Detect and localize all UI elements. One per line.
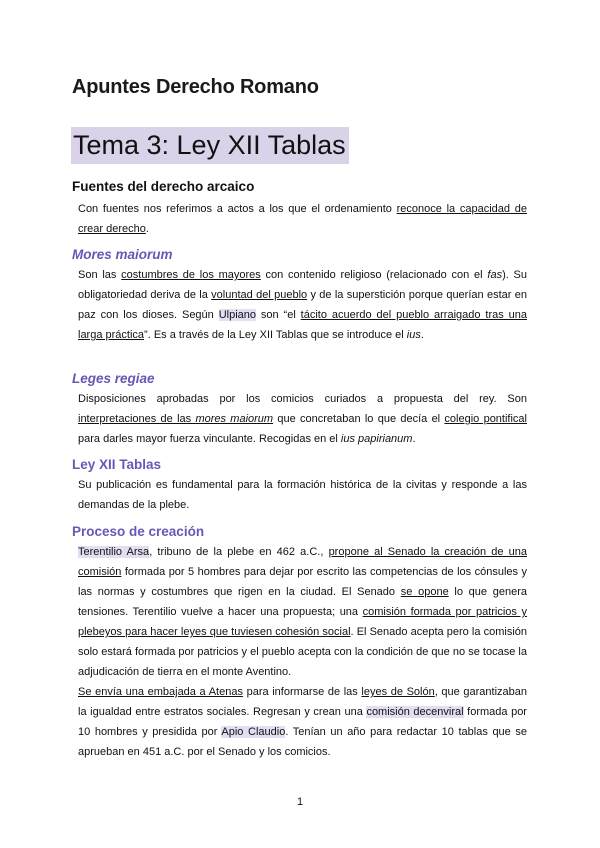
text: para informarse de las	[242, 686, 362, 698]
heading-mores-maiorum: Mores maiorum	[72, 247, 173, 262]
italic-text: mores maiorum	[195, 413, 274, 425]
heading-fuentes: Fuentes del derecho arcaico	[72, 179, 255, 194]
text: , tribuno de la plebe en 462 a.C.,	[149, 546, 329, 558]
italic-text: fas	[487, 269, 503, 281]
text: con contenido religioso (relacionado con el	[260, 269, 488, 281]
underlined-text: se opone	[400, 586, 449, 598]
underlined-text: comisión formada por patricios y plebeyos para hacer leyes que tuviesen cohesión social	[78, 606, 527, 638]
text: .	[420, 329, 424, 341]
underlined-text: Se envía una embajada a Atenas	[78, 686, 243, 698]
text: .	[145, 223, 149, 235]
paragraph-leges-regiae	[78, 389, 527, 449]
highlighted-text: comisión decenviral	[366, 706, 464, 718]
heading-ley-xii-tablas: Ley XII Tablas	[72, 457, 162, 472]
underlined-text	[78, 413, 273, 425]
text: lo que genera tensiones. Terentilio vuelve a hacer una propuesta; una	[78, 586, 528, 618]
text: .	[412, 433, 416, 445]
text: . Tenían un año para redactar 10 tablas que se aprueban en 451 a.C. por el Senado y los comicios.	[78, 726, 527, 758]
topic-title: Tema 3: Ley XII Tablas	[71, 127, 349, 164]
text: formada por 5 hombres para dejar por escrito las competencias de los cónsules y las normas y costumbres que rigen en la ciudad. El Senado	[78, 566, 527, 598]
text: ”. Es a través de la Ley XII Tablas que se introduce el	[144, 329, 407, 341]
paragraph-proceso-2	[78, 682, 527, 762]
text: . El Senado acepta pero la comisión solo estará formada por patricios y el pueblo acepta con la condición de que no se tocase la adjudicación de tierra en el monte Aventino.	[78, 626, 527, 678]
text: Son las	[78, 269, 122, 281]
text: que concretaban lo que decía el	[273, 413, 445, 425]
italic-text: ius papirianum	[340, 433, 413, 445]
underlined-text: propone al Senado la creación de una comisión	[78, 546, 528, 578]
underlined-text: tácito acuerdo del pueblo arraigado tras una larga práctica	[78, 309, 527, 341]
underlined-text: costumbres de los mayores	[121, 269, 261, 281]
paragraph-ley-xii-tablas: Su publicación es fundamental para la formación histórica de la civitas y responde a las demandas de la plebe.	[78, 479, 527, 511]
underlined-text: colegio pontifical	[444, 413, 527, 425]
text: , que garantizaban la igualdad entre estratos sociales. Regresan y crean una	[78, 686, 527, 718]
document-title: Apuntes Derecho Romano	[72, 76, 319, 98]
text: son “el	[256, 309, 301, 321]
text: ). Su obligatoriedad deriva de la	[78, 269, 528, 301]
underlined-text: voluntad del pueblo	[211, 289, 308, 301]
text: para darles mayor fuerza vinculante. Recogidas en el	[78, 433, 341, 445]
text: formada por 10 hombres y presidida por	[78, 706, 527, 738]
page-number: 1	[296, 796, 304, 808]
paragraph-fuentes	[78, 199, 527, 239]
heading-leges-regiae: Leges regiae	[72, 371, 155, 386]
highlighted-text: Terentilio Arsa	[78, 546, 150, 558]
text: Disposiciones aprobadas por los comicios curiados a propuesta del rey. Son	[78, 393, 527, 405]
paragraph-proceso-1	[78, 542, 527, 682]
highlighted-text: Apio Claudio	[221, 726, 286, 738]
heading-proceso-de-creacion: Proceso de creación	[72, 524, 205, 539]
text: Con fuentes nos referimos a actos a los que el ordenamiento	[78, 203, 397, 215]
italic-text: ius	[406, 329, 421, 341]
paragraph-mores-maiorum	[78, 265, 527, 345]
highlighted-text: Ulpiano	[218, 309, 256, 321]
underlined-text: leyes de Solón	[361, 686, 435, 698]
text: interpretaciones de las	[78, 413, 196, 425]
underlined-text: reconoce la capacidad de crear derecho	[78, 203, 527, 235]
text: y de la superstición porque querían estar en paz con los dioses. Según	[78, 289, 527, 321]
